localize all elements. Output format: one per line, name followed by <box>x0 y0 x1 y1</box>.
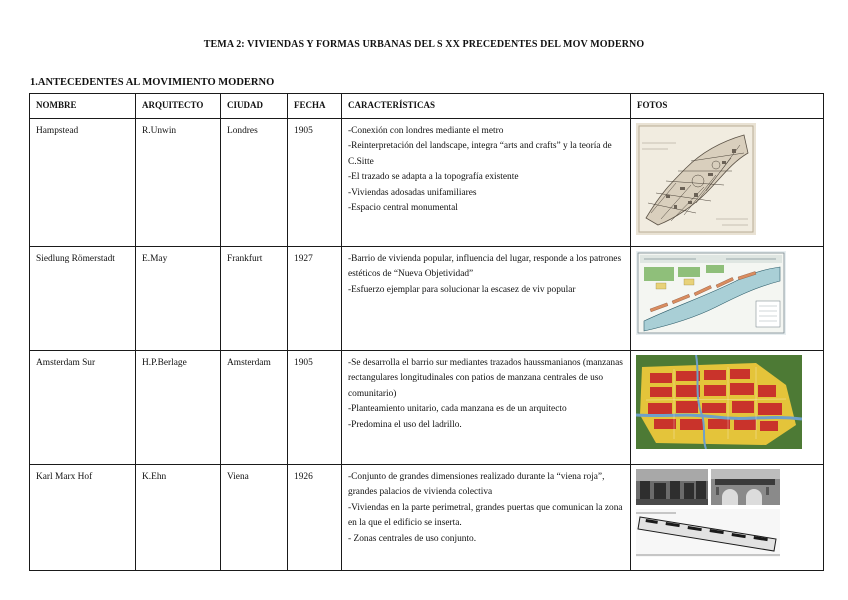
antecedentes-table <box>29 93 824 571</box>
header-ciudad: CIUDAD <box>221 94 288 119</box>
cell-nombre: Amsterdam Sur <box>30 351 136 465</box>
cell-foto <box>631 247 824 351</box>
table-row <box>30 351 824 465</box>
cell-fecha: 1905 <box>288 351 342 465</box>
page-title: TEMA 2: VIVIENDAS Y FORMAS URBANAS DEL S XX PRECEDENTES DEL MOV MODERNO <box>203 39 645 50</box>
caracteristica-line: -Reinterpretación del landscape, integra “arts and crafts” y la teoría de C.Sitte <box>348 141 612 167</box>
hampstead-plan-image <box>636 123 756 235</box>
caracteristica-line: -Viviendas en la parte perimetral, grandes puertas que comunican la zona en la que el edificio se inserta. <box>348 502 623 529</box>
caracteristica-line: -Barrio de vivienda popular, influencia del lugar, responde a los patrones estéticos de “Nueva Objetividad” <box>348 254 622 280</box>
cell-nombre: Siedlung Römerstadt <box>30 247 136 351</box>
caracteristica-line: -Conjunto de grandes dimensiones realizado durante la “viena roja”, grandes palacios de vivienda colectiva <box>348 472 605 498</box>
caracteristica-line: -Se desarrolla el barrio sur mediantes trazados haussmanianos (manzanas rectangulares longitudinales con patios de manzana centrales de uso comunitario) <box>348 358 623 399</box>
caracteristica-line: -Predomina el uso del ladrillo. <box>348 419 462 430</box>
table-row <box>30 247 824 351</box>
section-title: 1.ANTECEDENTES AL MOVIMIENTO MODERNO <box>30 77 275 88</box>
cell-ciudad: Viena <box>221 465 288 571</box>
cell-caracteristicas <box>342 247 631 351</box>
cell-fecha: 1905 <box>288 119 342 247</box>
header-arquitecto: ARQUITECTO <box>136 94 221 119</box>
cell-fecha: 1926 <box>288 465 342 571</box>
caracteristica-line: -Esfuerzo ejemplar para solucionar la escasez de viv popular <box>348 284 576 295</box>
caracteristica-line: -Conexión con londres mediante el metro <box>348 126 504 136</box>
caracteristica-line: -Espacio central monumental <box>348 203 458 214</box>
table-row <box>30 119 824 247</box>
caracteristica-line: -Planteamiento unitario, cada manzana es de un arquitecto <box>348 404 567 415</box>
cell-arquitecto: E.May <box>136 247 221 351</box>
cell-fecha: 1927 <box>288 247 342 351</box>
cell-caracteristicas <box>342 465 631 571</box>
caracteristica-line: -El trazado se adapta a la topografía existente <box>348 172 519 183</box>
cell-ciudad: Londres <box>221 119 288 247</box>
cell-caracteristicas <box>342 351 631 465</box>
header-fecha: FECHA <box>288 94 342 119</box>
cell-foto <box>631 119 824 247</box>
amsterdam-sur-plan-image <box>636 355 802 449</box>
header-fotos: FOTOS <box>631 94 824 119</box>
cell-arquitecto: H.P.Berlage <box>136 351 221 465</box>
karl-marx-hof-images <box>636 469 780 557</box>
cell-caracteristicas <box>342 119 631 247</box>
cell-nombre: Hampstead <box>30 119 136 247</box>
cell-arquitecto: R.Unwin <box>136 119 221 247</box>
header-nombre: NOMBRE <box>30 94 136 119</box>
caracteristica-line: -Viviendas adosadas unifamiliares <box>348 187 477 198</box>
cell-foto <box>631 465 824 571</box>
cell-ciudad: Amsterdam <box>221 351 288 465</box>
cell-foto <box>631 351 824 465</box>
cell-ciudad: Frankfurt <box>221 247 288 351</box>
romerstadt-plan-image <box>636 251 786 335</box>
table-header-row <box>30 94 824 119</box>
header-caracteristicas: CARACTERÍSTICAS <box>342 94 631 119</box>
cell-arquitecto: K.Ehn <box>136 465 221 571</box>
caracteristica-line: - Zonas centrales de uso conjunto. <box>348 533 477 544</box>
cell-nombre: Karl Marx Hof <box>30 465 136 571</box>
table-row <box>30 465 824 571</box>
